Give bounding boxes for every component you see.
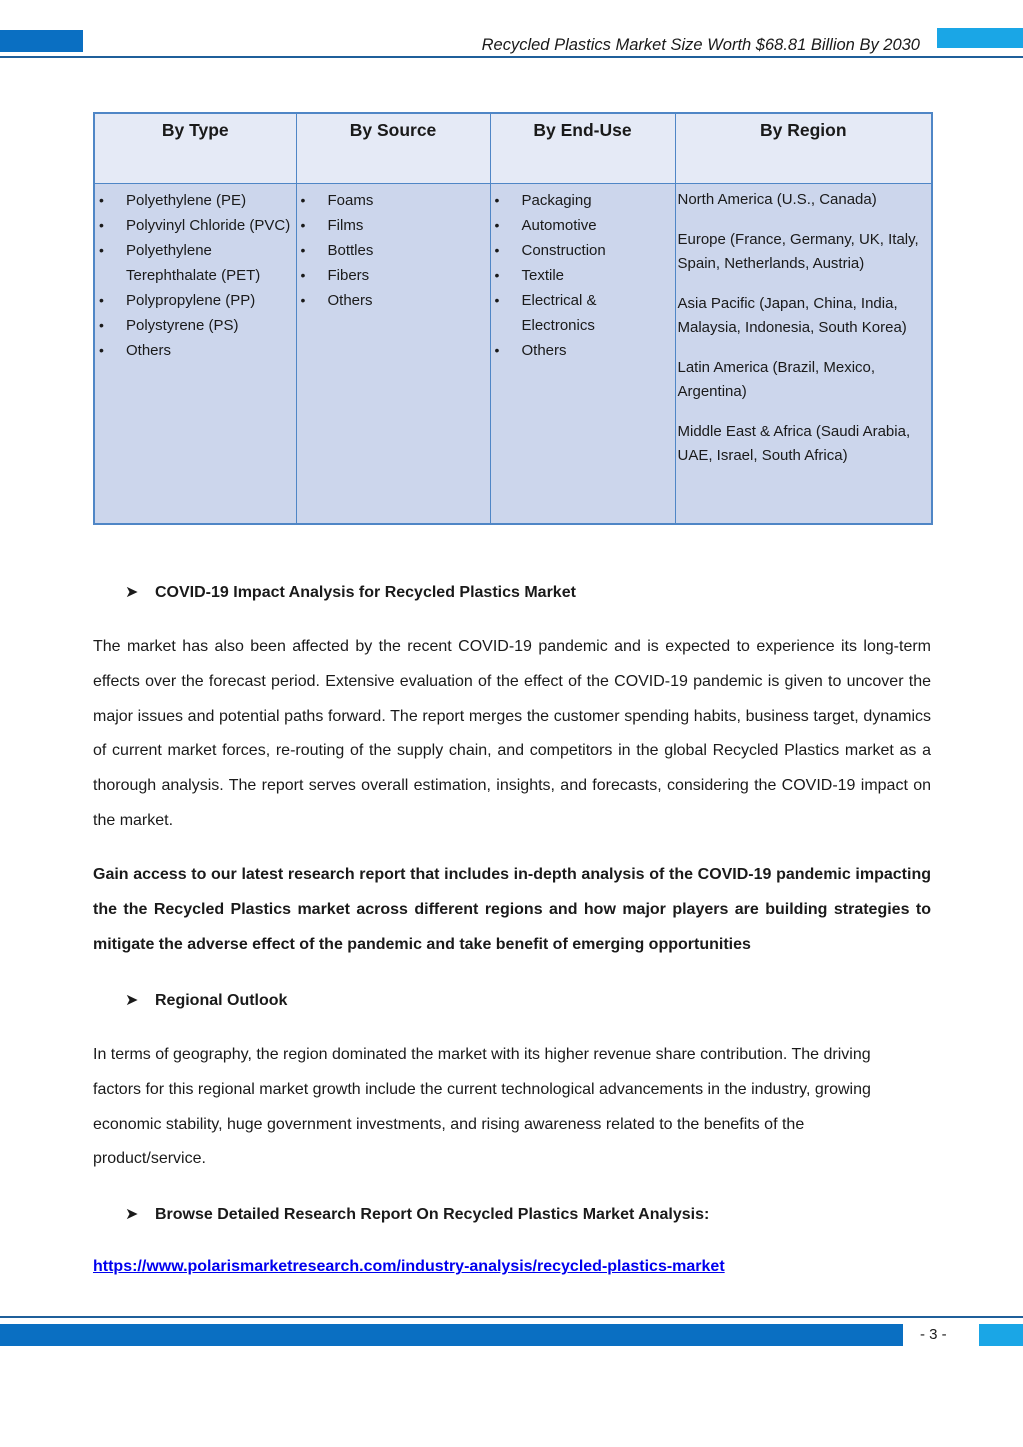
cell-by-source bbox=[296, 184, 490, 525]
browse-heading: ➤ Browse Detailed Research Report On Recycled Plastics Market Analysis: bbox=[125, 1206, 710, 1223]
footer-bar-right bbox=[979, 1324, 1023, 1346]
cell-by-end-use bbox=[490, 184, 675, 525]
header-bar-right bbox=[937, 28, 1023, 48]
header-rule bbox=[0, 56, 1023, 58]
cell-by-type bbox=[94, 184, 296, 525]
region-entry: Asia Pacific (Japan, China, India, Malaysia, Indonesia, South Korea) bbox=[677, 295, 907, 336]
list-item: • Electrical & Electronics bbox=[491, 288, 673, 338]
gain-access-paragraph: Gain access to our latest research report that includes in-depth analysis of the COVID-19 pandemic impacting the the Recycled Plastics market across different regions and how major players are building strategies to mitigate the adverse effect of the pandemic and take benefit of emerging opportunities bbox=[93, 866, 931, 953]
header-by-region: By Region bbox=[675, 113, 932, 184]
report-link[interactable]: https://www.polarismarketresearch.com/industry-analysis/recycled-plastics-market bbox=[93, 1258, 725, 1275]
list-item: • Polyvinyl Chloride (PVC) bbox=[95, 213, 294, 238]
covid-paragraph: The market has also been affected by the recent COVID-19 pandemic and is expected to experience its long-term effects over the forecast period. Extensive evaluation of the effect of the COVID-19 pandemic is given to uncover the major issues and potential paths forward. The report merges the customer spending habits, business target, dynamics of current market forces, re-routing of the supply chain, and competitors in the global Recycled Plastics market as a thorough analysis. The report serves overall estimation, insights, and forecasts, considering the COVID-19 impact on the market. bbox=[93, 638, 931, 829]
list-item: • Others bbox=[297, 288, 488, 313]
list-item: • Others bbox=[491, 338, 673, 363]
page-number: - 3 - bbox=[920, 1326, 947, 1343]
footer-rule bbox=[0, 1316, 1023, 1318]
regional-paragraph: In terms of geography, the region dominated the market with its higher revenue share contribution. The driving factors for this regional market growth include the current technological advancements in the industry, growing economic stability, huge government investments, and rising awareness related to the benefits of the product/service. bbox=[93, 1046, 871, 1168]
list-item: • Bottles bbox=[297, 238, 488, 263]
header-bar-left bbox=[0, 30, 83, 52]
list-item: • Textile bbox=[491, 263, 673, 288]
list-item: • Packaging bbox=[491, 188, 673, 213]
list-item: • Polyethylene Terephthalate (PET) bbox=[95, 238, 294, 288]
arrow-bullet-icon: ➤ bbox=[125, 1206, 139, 1223]
header-by-source: By Source bbox=[296, 113, 490, 184]
list-item: • Automotive bbox=[491, 213, 673, 238]
list-item: • Foams bbox=[297, 188, 488, 213]
region-entry: Middle East & Africa (Saudi Arabia, UAE, Israel, South Africa) bbox=[677, 423, 911, 464]
header-by-type: By Type bbox=[94, 113, 296, 184]
segmentation-table bbox=[93, 112, 933, 525]
list-item: • Films bbox=[297, 213, 488, 238]
regional-heading: ➤ Regional Outlook bbox=[125, 992, 288, 1009]
cell-by-region bbox=[675, 184, 932, 525]
list-item: • Others bbox=[95, 338, 294, 363]
list-item: • Polyethylene (PE) bbox=[95, 188, 294, 213]
list-item: • Polystyrene (PS) bbox=[95, 313, 294, 338]
arrow-bullet-icon: ➤ bbox=[125, 584, 139, 601]
footer-bar-left bbox=[0, 1324, 903, 1346]
region-entry: Latin America (Brazil, Mexico, Argentina) bbox=[677, 359, 876, 400]
region-entry: North America (U.S., Canada) bbox=[677, 191, 877, 208]
list-item: • Construction bbox=[491, 238, 673, 263]
list-item: • Polypropylene (PP) bbox=[95, 288, 294, 313]
arrow-bullet-icon: ➤ bbox=[125, 992, 139, 1009]
list-item: • Fibers bbox=[297, 263, 488, 288]
header-by-end-use: By End-Use bbox=[490, 113, 675, 184]
covid-heading: ➤ COVID-19 Impact Analysis for Recycled Plastics Market bbox=[125, 584, 576, 601]
page-header-title: Recycled Plastics Market Size Worth $68.81 Billion By 2030 bbox=[481, 36, 920, 54]
region-entry: Europe (France, Germany, UK, Italy, Spain, Netherlands, Austria) bbox=[677, 231, 919, 272]
